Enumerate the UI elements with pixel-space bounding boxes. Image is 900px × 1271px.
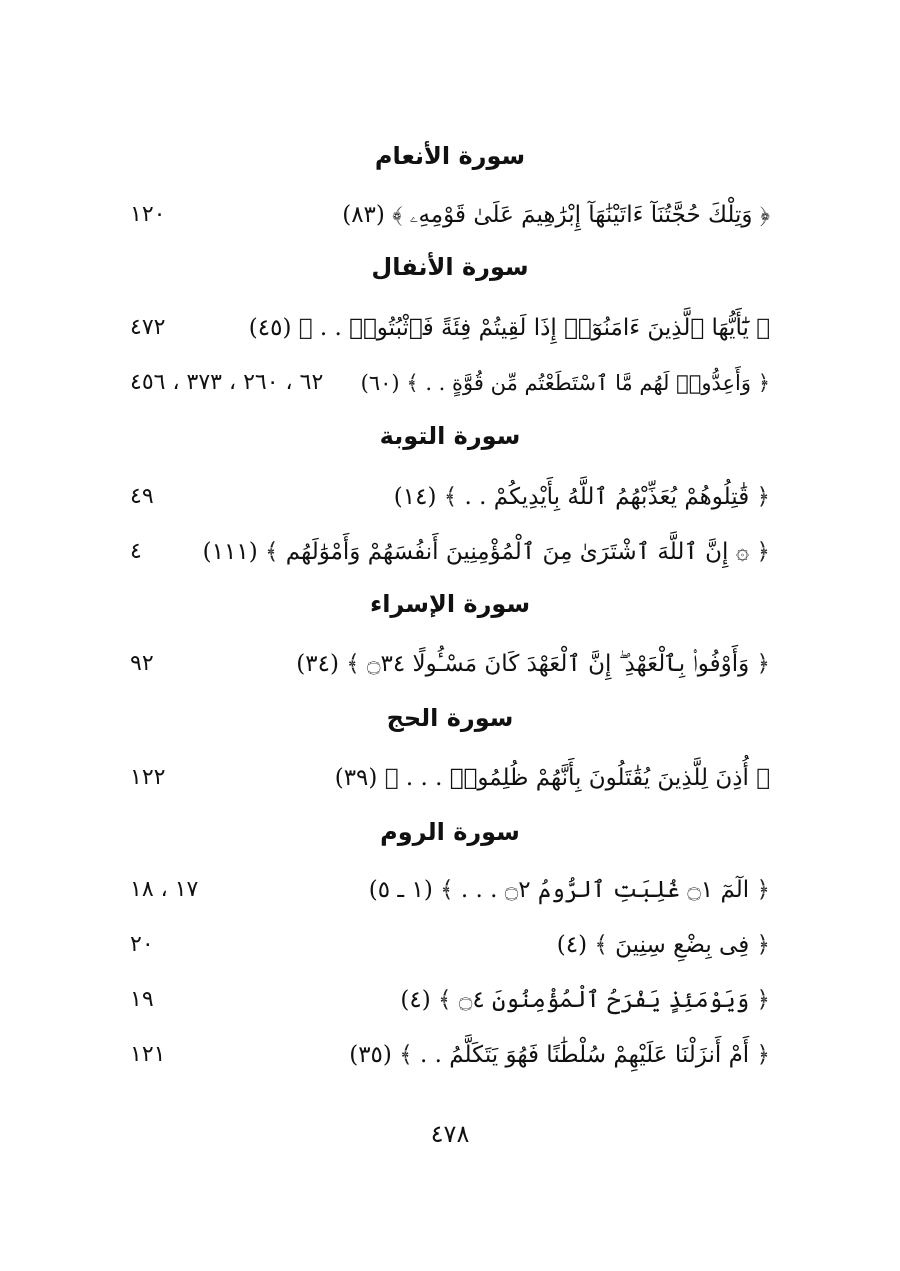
verse-text-group <box>349 1035 770 1075</box>
page-refs: ٩٢ <box>130 651 154 676</box>
verse-text-group <box>557 925 770 965</box>
close-bracket-ornament: ﴾ <box>594 932 608 958</box>
verse-text-group <box>342 195 770 235</box>
verse-ref: (٣٥) <box>349 1042 392 1068</box>
surah-heading: سورة الأنفال <box>371 253 529 281</box>
verse-text: ۞ إِنَّ ٱللَّهَ ٱشْتَرَىٰ مِنَ ٱلْمُؤْمِنِينَ أَنفُسَهُمْ وَأَمْوَٰلَهُم <box>285 539 750 565</box>
verse-text-group <box>369 870 770 910</box>
page-refs: ١٩ <box>130 987 154 1012</box>
verse-entry <box>130 477 770 517</box>
page-refs: ١٢٠ <box>130 202 166 227</box>
verse-ref: (١ ـ ٥) <box>368 877 433 903</box>
verse-text: وَأَعِدُّوا۟ لَهُم مَّا ٱسْتَطَعْتُم مِّن قُوَّةٍ . . <box>425 371 751 395</box>
page-refs: ١٧ ، ١٨ <box>130 877 199 902</box>
verse-entry <box>130 532 770 572</box>
verse-text-group <box>203 532 770 572</box>
verse-text-group <box>296 644 770 684</box>
page-refs: ٤٩ <box>130 484 154 509</box>
verse-text: أَمْ أَنزَلْنَا عَلَيْهِمْ سُلْطَٰنًا فَهُوَ يَتَكَلَّمُ . . <box>420 1042 750 1068</box>
open-bracket-ornament: ﴿ <box>756 877 770 903</box>
verse-entry <box>130 195 770 235</box>
verse-text-group <box>400 980 770 1020</box>
verse-text: وَيَوْمَئِذٍ يَفْرَحُ ٱلْمُؤْمِنُونَ ۝٤ <box>458 987 750 1013</box>
close-bracket-ornament: ﴾ <box>264 539 279 565</box>
close-bracket-ornament: ﴾ <box>438 987 452 1013</box>
surah-heading: سورة التوبة <box>379 422 521 450</box>
verse-text-group <box>361 363 770 403</box>
verse-ref: (٨٣) <box>342 202 385 228</box>
close-bracket-ornament: ﴾ <box>298 315 313 341</box>
open-bracket-ornament: ﴿ <box>756 987 770 1013</box>
verse-text: قَٰتِلُوهُمْ يُعَذِّبْهُمُ ٱللَّهُ بِأَيْدِيكُمْ . . <box>464 484 750 510</box>
open-bracket-ornament: ﴿ <box>756 651 770 677</box>
verse-text: يَٰٓأَيُّهَا ٱلَّذِينَ ءَامَنُوٓا۟ إِذَا لَقِيتُمْ فِئَةً فَٱثْبُتُوا۟ . . <box>319 315 749 341</box>
close-bracket-ornament: ﴾ <box>440 877 454 903</box>
page-refs: ٢٠ <box>130 932 154 957</box>
verse-text-group <box>394 477 770 517</box>
verse-text: فِى بِضْعِ سِنِينَ <box>615 932 750 958</box>
verse-ref: (١٤) <box>393 484 437 510</box>
page-refs: ٦٢ ، ٢٦٠ ، ٣٧٣ ، ٤٥٦ <box>130 370 324 395</box>
surah-heading: سورة الروم <box>380 818 520 846</box>
verse-entry <box>130 980 770 1020</box>
verse-ref: (٦٠) <box>360 371 400 395</box>
close-bracket-ornament: ﴾ <box>399 1042 413 1068</box>
open-bracket-ornament: ﴿ <box>759 202 770 228</box>
page-refs: ٤ <box>130 539 142 564</box>
open-bracket-ornament: ﴿ <box>756 1042 770 1068</box>
verse-text-group <box>249 308 770 348</box>
verse-ref: (٣٤) <box>296 651 339 677</box>
verse-ref: (٤٥) <box>248 315 292 341</box>
verse-entry <box>130 644 770 684</box>
verse-ref: (٣٩) <box>334 765 378 791</box>
close-bracket-ornament: ﴾ <box>392 202 403 228</box>
surah-heading: سورة الأنعام <box>374 142 526 170</box>
verse-text: وَتِلْكَ حُجَّتُنَآ ءَاتَيْنَٰهَآ إِبْرَٰهِيمَ عَلَىٰ قَوْمِهِۦ <box>409 202 753 228</box>
verse-ref: (١١١) <box>202 539 258 565</box>
verse-entry <box>130 308 770 348</box>
verse-entry <box>130 925 770 965</box>
page-refs: ١٢٢ <box>130 765 166 790</box>
verse-entry <box>130 758 770 798</box>
open-bracket-ornament: ﴿ <box>756 315 770 341</box>
open-bracket-ornament: ﴿ <box>756 484 770 510</box>
verse-ref: (٤) <box>556 932 588 958</box>
close-bracket-ornament: ﴾ <box>384 765 399 791</box>
verse-text: وَأَوْفُوا۟ بِٱلْعَهْدِ ۖ إِنَّ ٱلْعَهْدَ كَانَ مَسْـُٔولًا ۝٣٤ <box>367 651 750 677</box>
close-bracket-ornament: ﴾ <box>406 371 419 395</box>
open-bracket-ornament: ﴿ <box>757 371 770 395</box>
surah-heading: سورة الإسراء <box>369 590 531 618</box>
close-bracket-ornament: ﴾ <box>443 484 458 510</box>
open-bracket-ornament: ﴿ <box>756 539 770 565</box>
verse-entry <box>130 1035 770 1075</box>
open-bracket-ornament: ﴿ <box>756 932 770 958</box>
page-number: ٤٧٨ <box>430 1120 470 1148</box>
surah-heading: سورة الحج <box>386 704 514 732</box>
open-bracket-ornament: ﴿ <box>756 765 770 791</box>
page-refs: ٤٧٢ <box>130 315 166 340</box>
verse-entry <box>130 363 770 403</box>
verse-text-group <box>335 758 770 798</box>
close-bracket-ornament: ﴾ <box>346 651 360 677</box>
verse-text: الٓمٓ ۝١ غُلِبَتِ ٱلرُّومُ ۝٢ . . . <box>460 877 750 903</box>
verse-text: أُذِنَ لِلَّذِينَ يُقَٰتَلُونَ بِأَنَّهُمْ ظُلِمُوا۟ . . . <box>405 765 749 791</box>
page-refs: ١٢١ <box>130 1042 166 1067</box>
verse-ref: (٤) <box>400 987 431 1013</box>
verse-entry <box>130 870 770 910</box>
